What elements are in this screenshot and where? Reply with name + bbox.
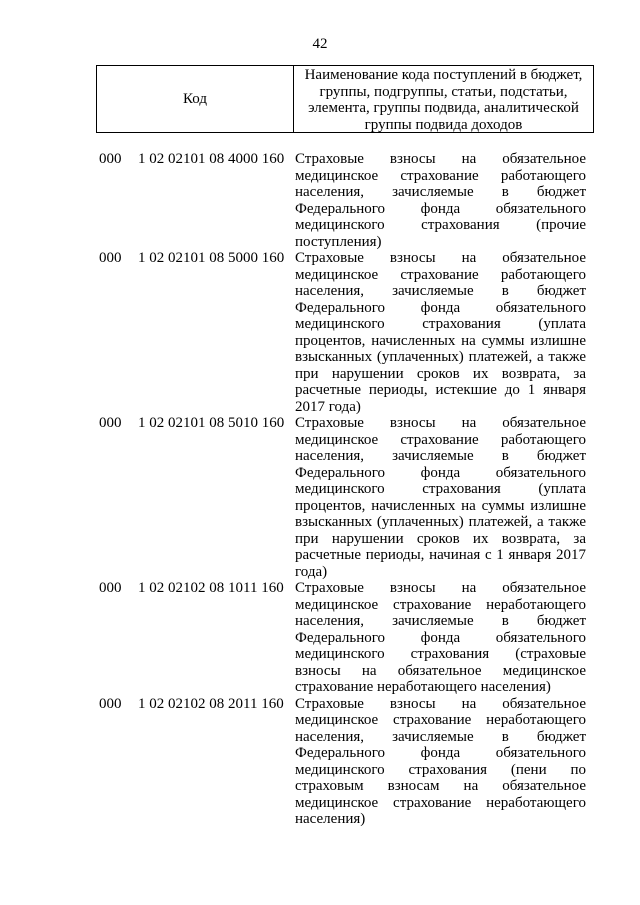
entry-budget-code: 1 02 02102 08 2011 160 (138, 695, 284, 712)
entry-row (99, 580, 591, 696)
entry-description: Страховые взносы на обязательное медицинское страхование работающего населения, зачисляемые в бюджет Федерального фонда обязательного медицинского страхования (прочие поступления) (295, 151, 586, 250)
entry-admin-code: 000 (99, 415, 122, 431)
entry-row (99, 250, 591, 415)
entry-admin-code: 000 (99, 151, 122, 167)
entry-description: Страховые взносы на обязательное медицинское страхование неработающего населения, зачисляемые в бюджет Федерального фонда обязательного медицинского страхования (пени по страховым взносам на обязательное медицинское страхование неработающего населения) (295, 695, 586, 827)
entry-description: Страховые взносы на обязательное медицинское страхование работающего населения, зачисляемые в бюджет Федерального фонда обязательного медицинского страхования (уплата процентов, начисленных на суммы излишне взысканных (уплаченных) платежей, а также при нарушении сроков их возврата, за расчетные периоды, начиная с 1 января 2017 года) (295, 415, 586, 580)
header-name-column: Наименование кода поступлений в бюджет, группы, подгруппы, статьи, подстатьи, элемента, группы подвида, аналитической группы подвида доходов (304, 67, 583, 133)
entry-description: Страховые взносы на обязательное медицинское страхование неработающего населения, зачисляемые в бюджет Федерального фонда обязательного медицинского страхования (страховые взносы на обязательное медицинское страхование неработающего населения) (295, 580, 586, 695)
entry-budget-code: 1 02 02101 08 5010 160 (138, 415, 285, 431)
table-header (96, 65, 594, 133)
entry-admin-code: 000 (99, 695, 122, 712)
entry-budget-code: 1 02 02101 08 5000 160 (138, 250, 285, 266)
entries-list (99, 151, 591, 828)
entry-admin-code: 000 (99, 250, 122, 266)
entry-budget-code: 1 02 02101 08 4000 160 (138, 151, 285, 167)
page-number: 42 (312, 36, 328, 52)
entry-row (99, 151, 591, 250)
entry-row (99, 696, 591, 828)
entry-row (99, 415, 591, 580)
entry-description: Страховые взносы на обязательное медицинское страхование работающего населения, зачисляемые в бюджет Федерального фонда обязательного медицинского страхования (уплата процентов, начисленных на суммы излишне взысканных (уплаченных) платежей, а также при нарушении сроков их возврата, за расчетные периоды, истекшие до 1 января 2017 года) (295, 250, 586, 415)
entry-admin-code: 000 (99, 580, 122, 596)
entry-budget-code: 1 02 02102 08 1011 160 (138, 580, 284, 596)
header-code-column: Код (97, 66, 294, 132)
